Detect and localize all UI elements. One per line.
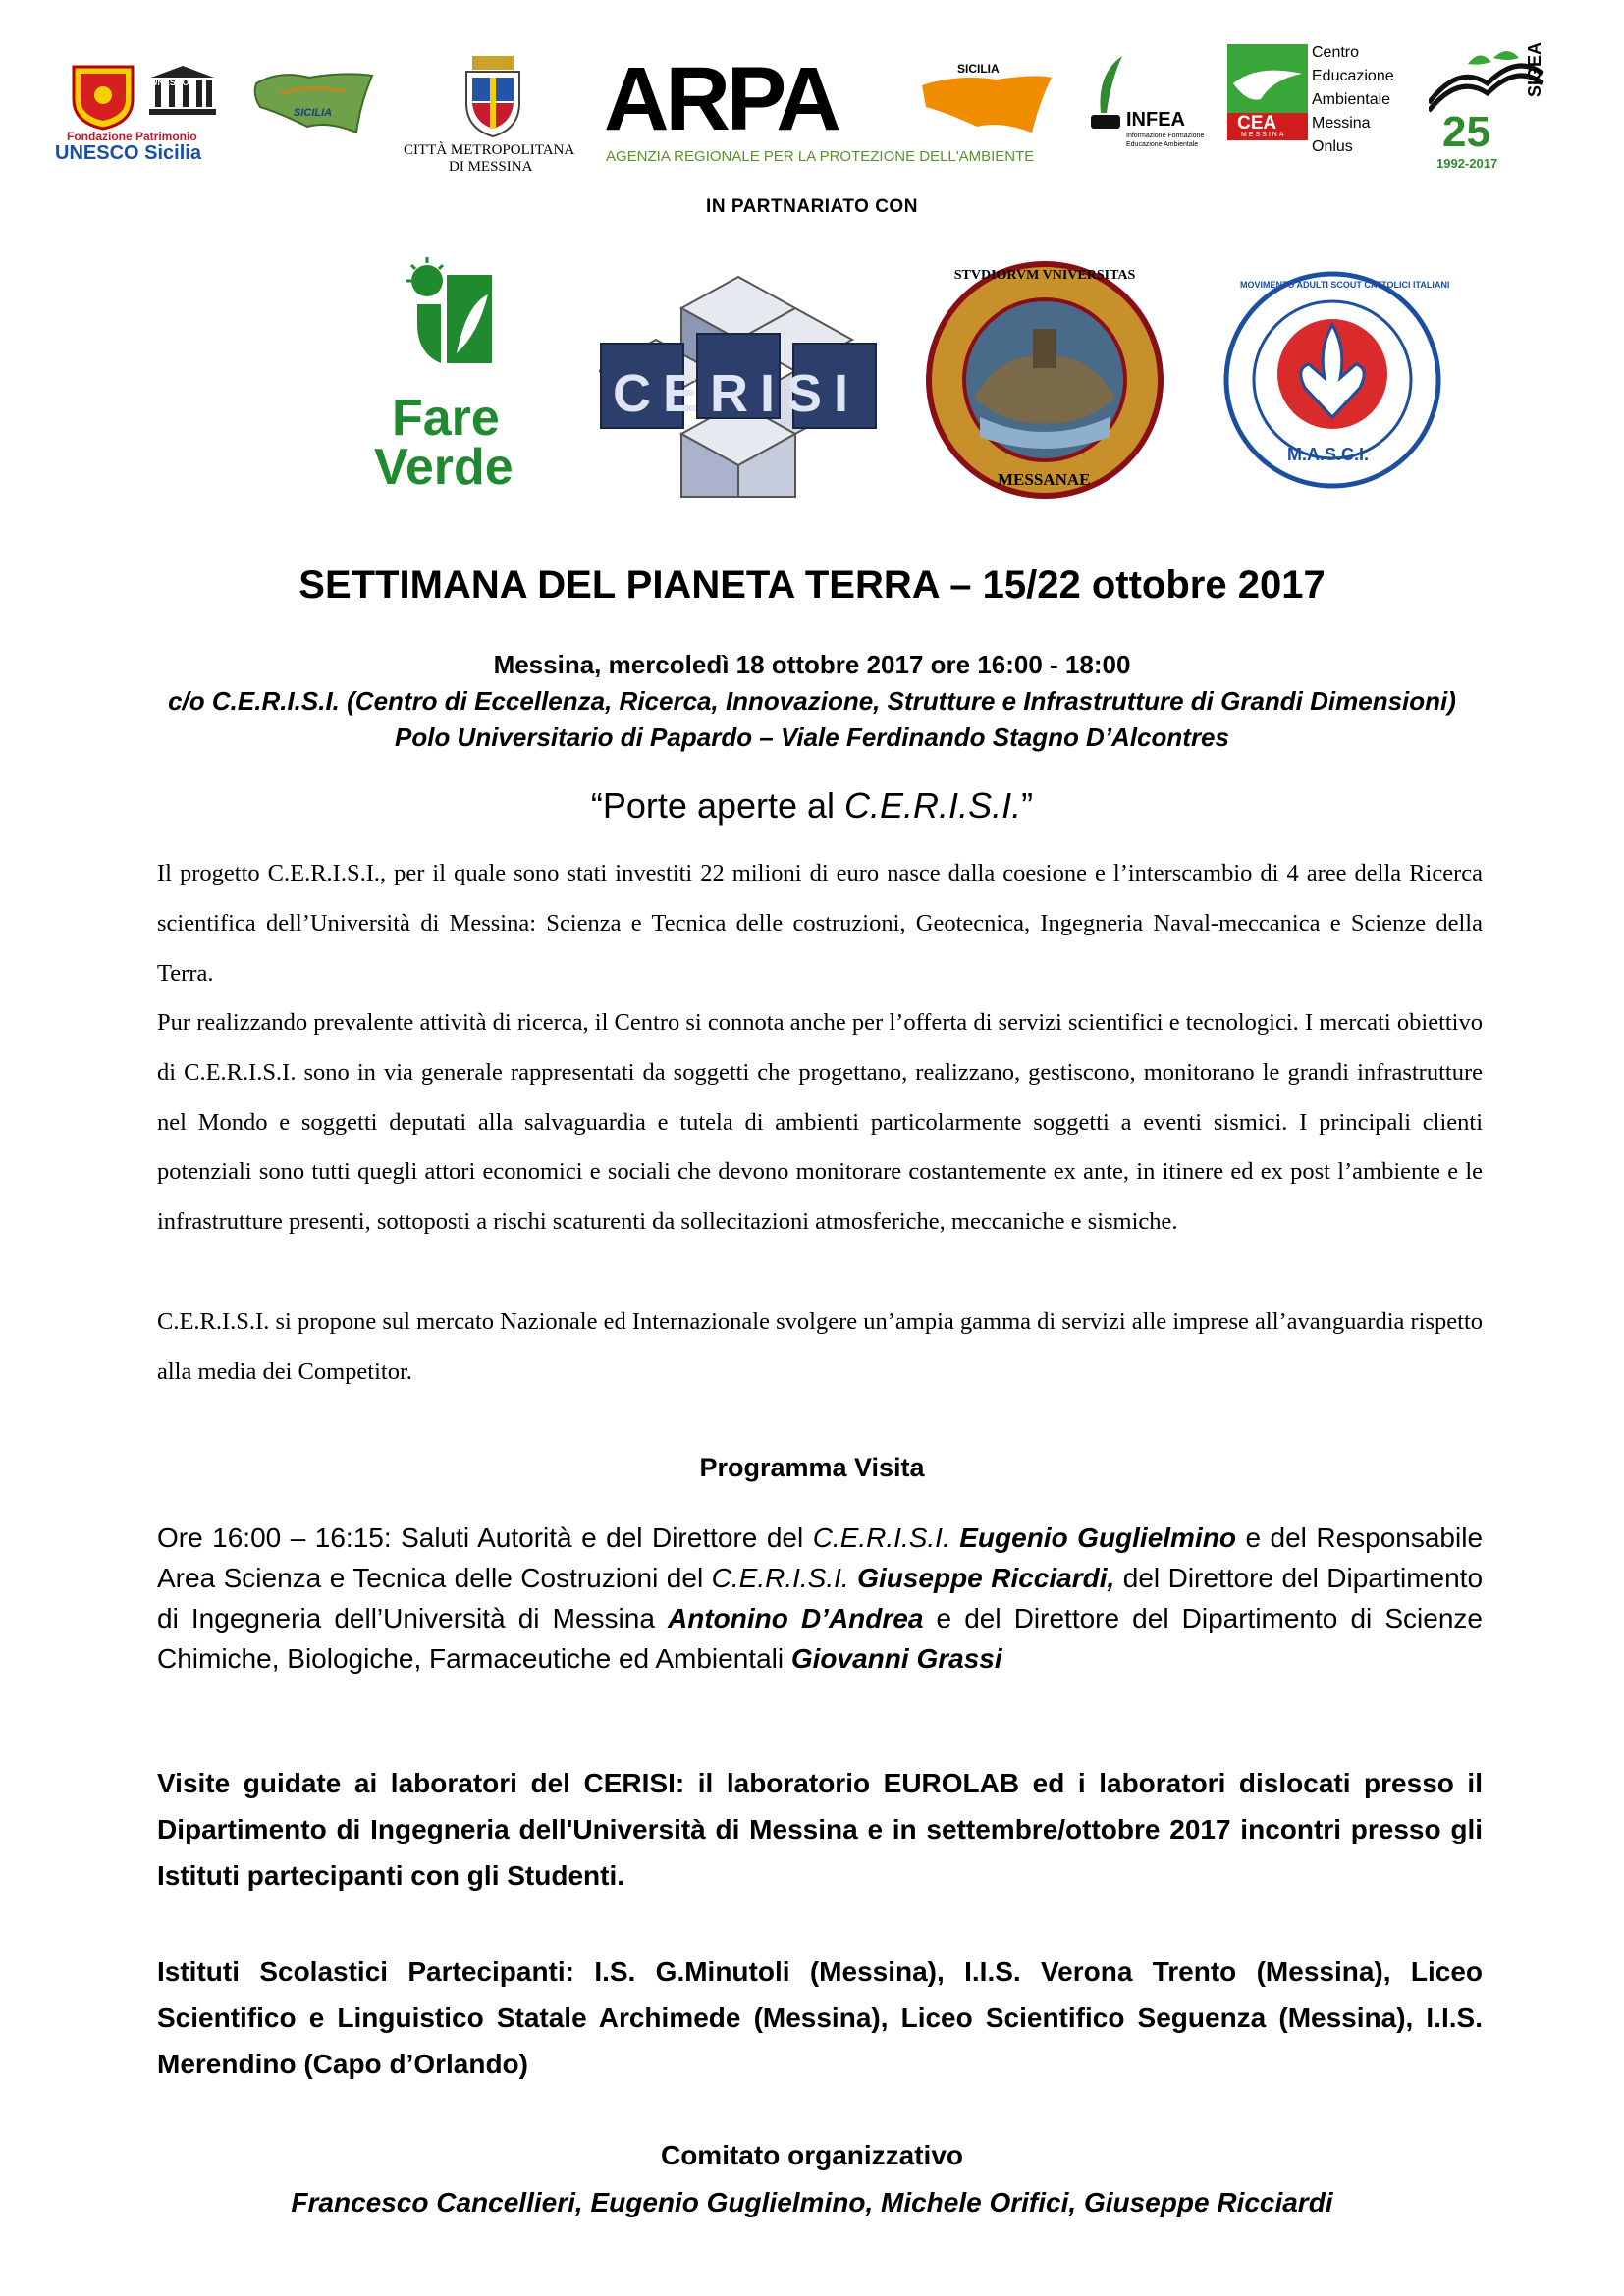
event-venue-line: c/o C.E.R.I.S.I. (Centro di Eccellenza, Ricerca, Innovazione, Strutture e Infrastrutture di Grandi Dimensioni)	[168, 686, 1456, 716]
arpa-caption: AGENZIA REGIONALE PER LA PROTEZIONE DELL'AMBIENTE	[606, 148, 1035, 165]
program-person-grassi: Giovanni Grassi	[790, 1643, 1002, 1674]
cea-line-2: Educazione	[1312, 68, 1394, 84]
cerisi-name: CERISI	[613, 364, 861, 423]
program-text: e del Responsabile Area Scienza e Tecnica delle Costruzioni del	[157, 1522, 1484, 1593]
sigea-period: 1992-2017	[1436, 156, 1498, 171]
unesco-caption-1: Fondazione Patrimonio	[67, 130, 197, 143]
arpa-name: ARPA	[604, 49, 838, 149]
program-text: e del Direttore del Dipartimento di Scienze Chimiche, Biologiche, Farmaceutiche ed Ambientali	[157, 1603, 1483, 1674]
program-text	[950, 1522, 960, 1553]
university-seal-icon	[925, 260, 1165, 501]
fare-verde-word-1: Fare	[392, 390, 500, 447]
intro-paragraph-3: C.E.R.I.S.I. si propone sul mercato Nazionale ed Internazionale svolgere un’ampia gamma di servizi alle imprese all’avanguardia rispetto alla media dei Competitor.	[157, 1308, 1483, 1385]
header-logos	[49, 34, 1576, 182]
intro-paragraph-1: Il progetto C.E.R.I.S.I., per il quale sono stati investiti 22 milioni di euro nasce dalla coesione e l’interscambio di 4 aree della Ricerca scientifica dell’Università di Messina: Scienza e Tecnica delle costruzioni, Geotecnica, Ingegneria Naval-meccanica e Scienze della Terra.	[157, 860, 1483, 987]
unesco-sicilia-logo	[49, 34, 245, 172]
unesco-caption-2: UNESCO Sicilia	[55, 142, 201, 164]
cea-city: MESSINA	[1241, 132, 1286, 138]
event-quote-title	[0, 785, 1624, 827]
citta-metropolitana-logo	[398, 34, 589, 177]
program-heading: Programma Visita	[699, 1453, 925, 1482]
program-text	[849, 1563, 857, 1593]
sicily-orange-shape-icon	[918, 70, 1056, 138]
citta-line-2: DI MESSINA	[449, 159, 533, 175]
unesco-temple-icon	[147, 64, 218, 119]
program-text: Ore 16:00 – 16:15: Saluti Autorità e del Direttore del	[157, 1522, 813, 1553]
fare-verde-leaf-icon	[398, 255, 506, 383]
masci-logo	[1222, 270, 1450, 491]
event-date-line: Messina, mercoledì 18 ottobre 2017 ore 16:00 - 18:00	[493, 650, 1131, 679]
infea-name: INFEA	[1126, 109, 1185, 131]
arpa-sicilia-logo	[604, 49, 1105, 172]
sicily-crest-icon	[69, 62, 137, 131]
program-person-dandrea: Antonino D’Andrea	[668, 1603, 924, 1633]
unesco-wordmark: UNESCO	[151, 78, 189, 87]
quote-name: C.E.R.I.S.I.	[844, 785, 1022, 826]
partner-logos	[0, 245, 1624, 501]
masci-ring-text: MOVIMENTO ADULTI SCOUT CATTOLICI ITALIANI	[1240, 280, 1450, 290]
messina-coat-of-arms-icon	[459, 54, 527, 138]
sigea-years: 25	[1442, 108, 1490, 156]
partnership-label: IN PARTNARIATO CON	[706, 196, 918, 217]
cerisi-logo	[599, 275, 879, 501]
schools-paragraph: Istituti Scolastici Partecipanti: I.S. G.Minutoli (Messina), I.I.S. Verona Trento (Messina), Liceo Scientifico e Linguistico Statale Archimede (Messina), Liceo Scientifico Seguenza (Messina), I.I.S. Merendino (Capo d’Orlando)	[157, 1956, 1483, 2079]
cea-line-1: Centro	[1312, 44, 1360, 61]
sigea-logo	[1429, 34, 1566, 177]
citta-line-1: CITTÀ METROPOLITANA	[404, 142, 575, 158]
sicily-island-logo	[250, 64, 383, 162]
cea-line-4: Messina	[1312, 115, 1371, 132]
committee-names: Francesco Cancellieri, Eugenio Guglielmino, Michele Orifici, Giuseppe Ricciardi	[291, 2187, 1333, 2217]
infea-caption-2: Educazione Ambientale	[1126, 141, 1199, 148]
arpa-region: SICILIA	[957, 62, 1000, 76]
sicily-wordmark: SICILIA	[294, 107, 333, 119]
intro-paragraph-2: Pur realizzando prevalente attività di ricerca, il Centro si connota anche per l’offerta di servizi scientifici e tecnologici. I mercati obiettivo di C.E.R.I.S.I. sono in via generale rappresentati da soggetti che progettano, realizzano, gestiscono, monitorano le grandi infrastrutture nel Mondo e soggetti deputati alla salvaguardia e tutela di ambienti particolarmente soggetti a eventi sismici. I principali clienti potenziali sono tutti quegli attori economici e sociali che devono monitorare costantemente ex ante, in itinere ed ex post l’ambiente e le infrastrutture presenti, sottoposti a rischi scaturenti da sollecitazioni atmosferiche, meccaniche e sismiche.	[157, 1009, 1483, 1236]
program-paragraph	[157, 1518, 1483, 1679]
cea-name: CEA	[1237, 113, 1277, 133]
event-title: SETTIMANA DEL PIANETA TERRA – 15/22 ottobre 2017	[298, 563, 1326, 607]
program-person-ricciardi: Giuseppe Ricciardi,	[857, 1563, 1115, 1593]
committee-heading: Comitato organizzativo	[660, 2140, 963, 2170]
quill-pen-icon	[1083, 54, 1132, 133]
program-text: del Direttore del Dipartimento di Ingegneria dell’Università di Messina	[157, 1563, 1484, 1633]
masci-abbr: M.A.S.C.I.	[1287, 445, 1370, 464]
sigea-name: SIGEA	[1525, 41, 1544, 97]
quote-suffix: ”	[1021, 785, 1034, 826]
program-cerisi-ref: C.E.R.I.S.I.	[711, 1563, 849, 1593]
fare-verde-logo	[368, 255, 545, 501]
cea-line-5: Onlus	[1312, 138, 1353, 155]
quote-prefix: “Porte aperte al	[590, 785, 845, 826]
visits-paragraph: Visite guidate ai laboratori del CERISI: il laboratorio EUROLAB ed i laboratori dislocati presso il Dipartimento di Ingegneria dell'Università di Messina e in settembre/ottobre 2017 incontri presso gli Istituti partecipanti con gli Studenti.	[157, 1768, 1483, 1891]
university-top-text: STVDIORVM VNIVERSITAS	[953, 268, 1136, 283]
program-cerisi-ref: C.E.R.I.S.I.	[812, 1522, 950, 1553]
fare-verde-word-2: Verde	[374, 439, 514, 496]
university-bottom-text: MESSANAE	[998, 470, 1091, 489]
infea-caption-1: Informazione Formazione	[1126, 133, 1205, 139]
infea-logo	[1075, 54, 1227, 172]
program-person-guglielmino: Eugenio Guglielmino	[959, 1522, 1236, 1553]
cea-line-3: Ambientale	[1312, 91, 1391, 108]
cea-messina-logo	[1227, 44, 1424, 172]
university-messina-seal	[925, 260, 1165, 501]
event-address-line: Polo Universitario di Papardo – Viale Ferdinando Stagno D’Alcontres	[395, 722, 1229, 752]
